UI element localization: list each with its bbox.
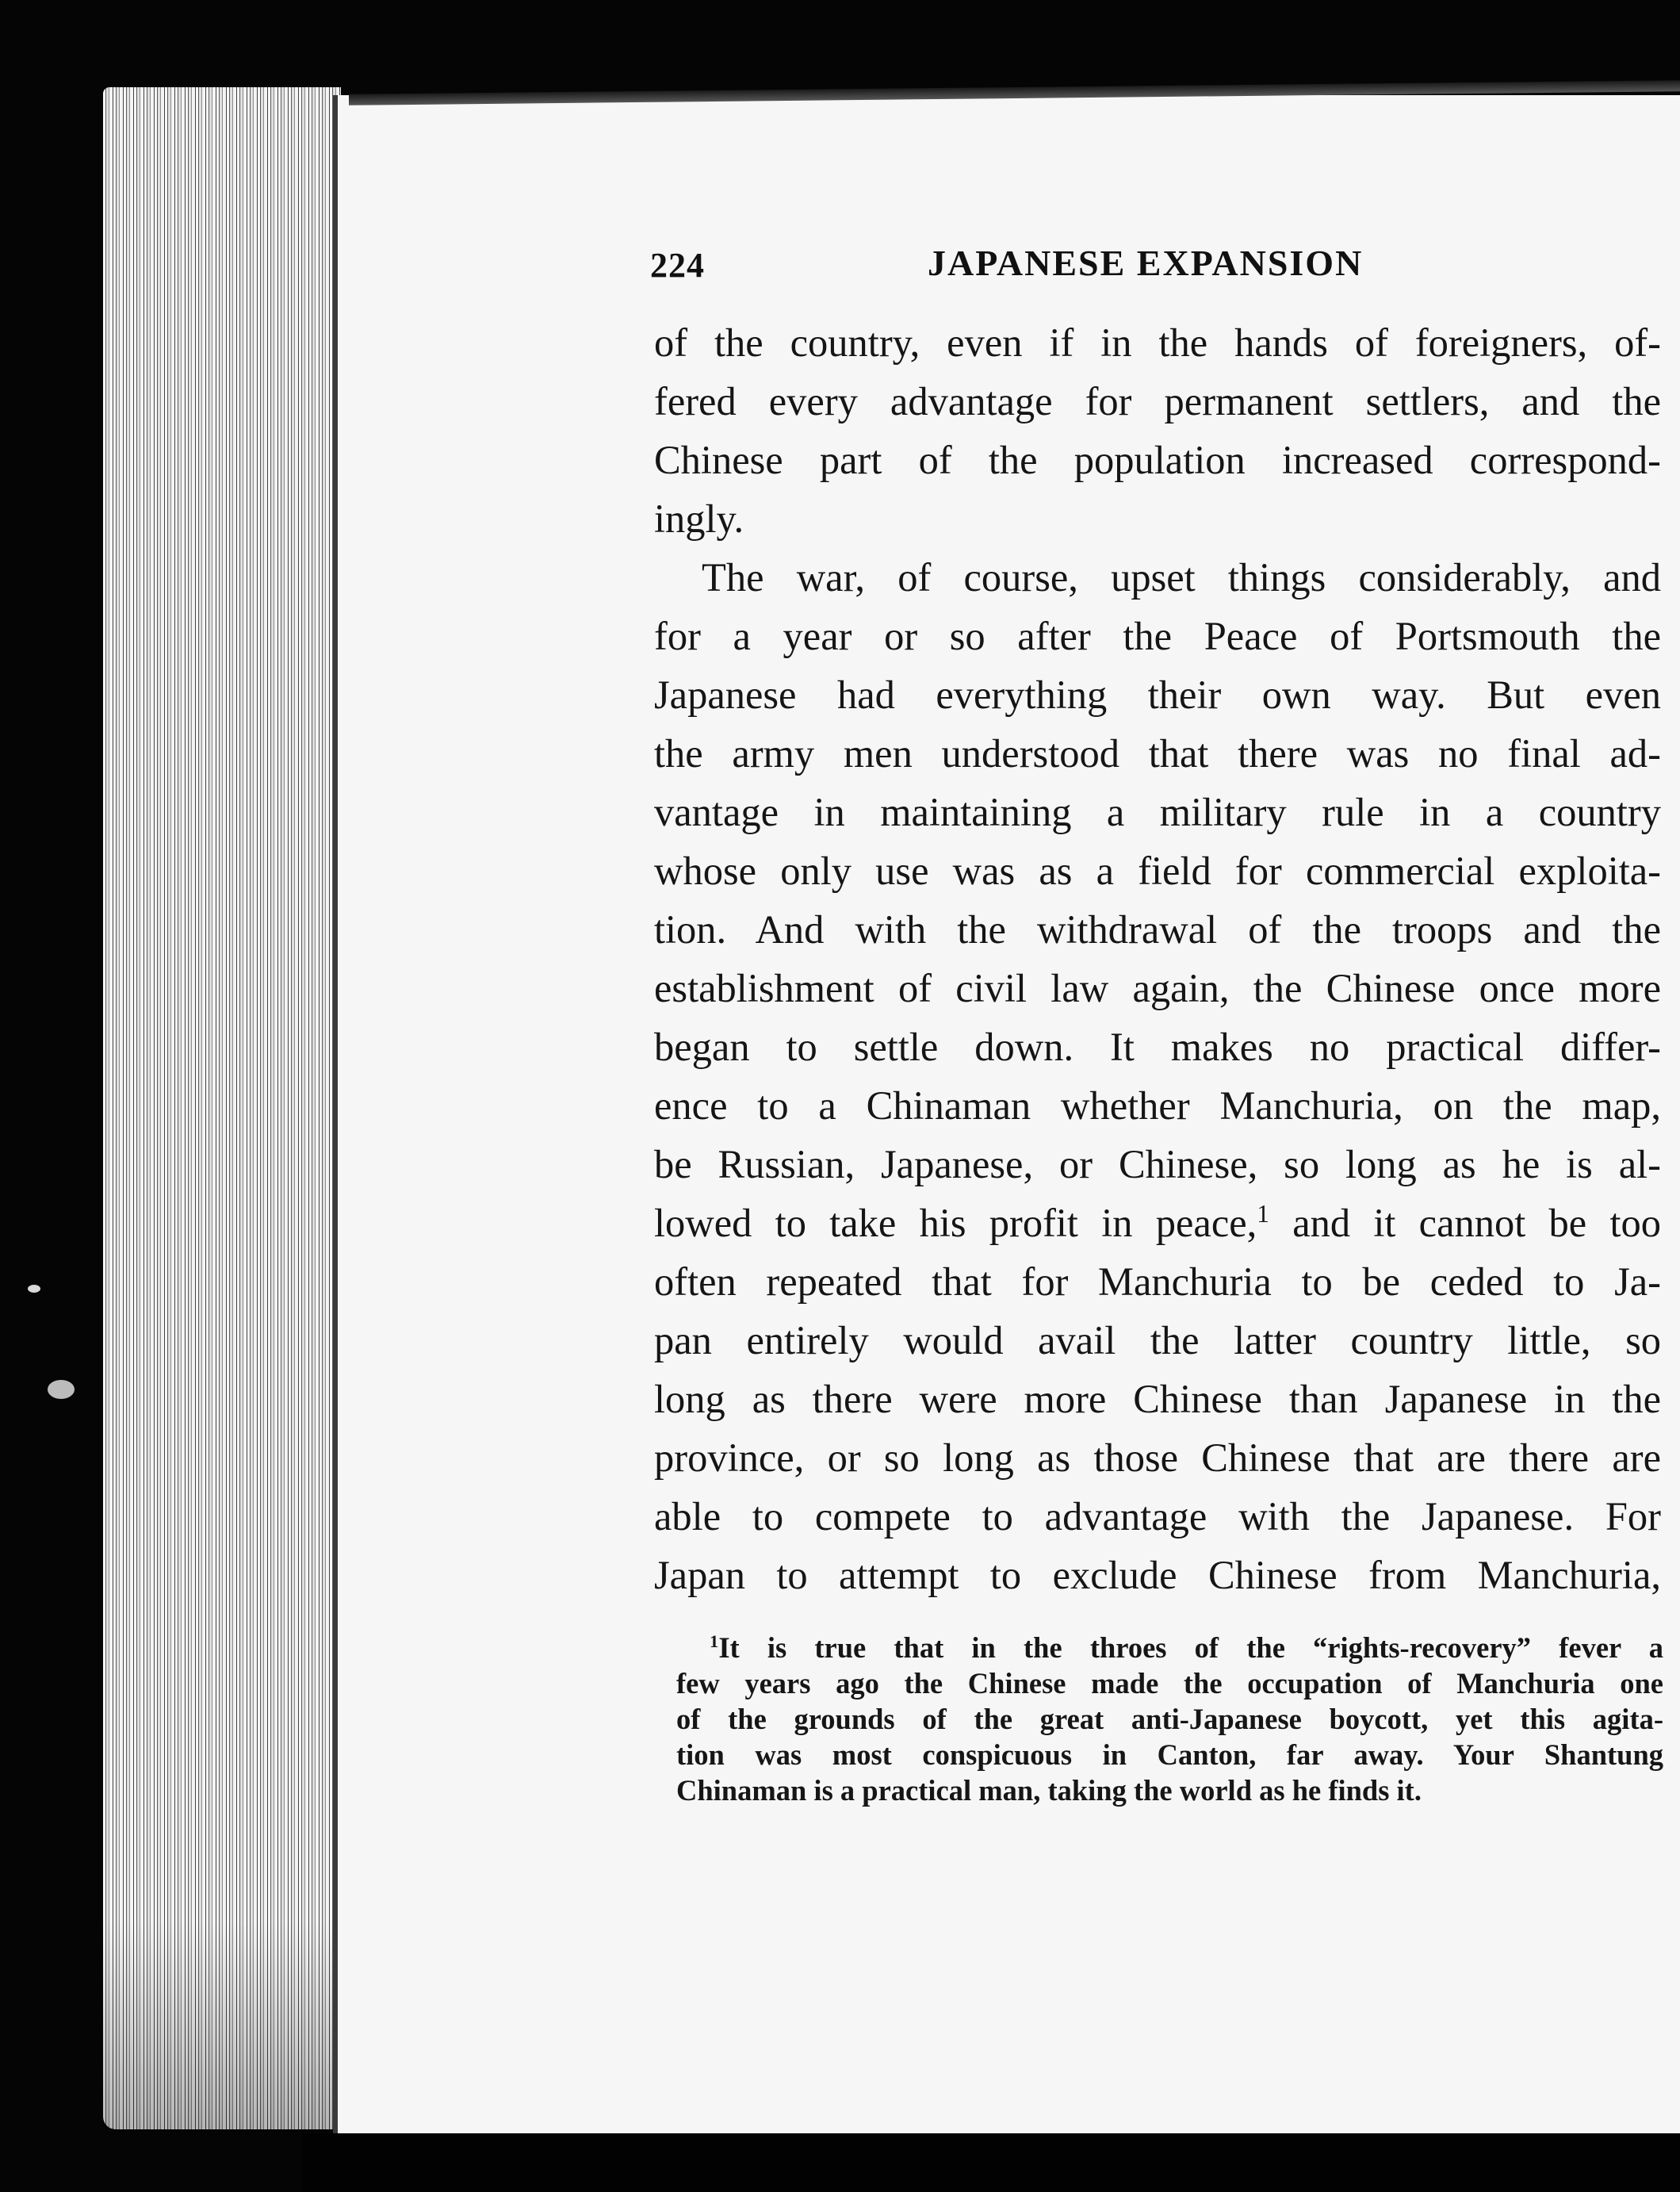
text-line: of the country, even if in the hands of foreigners, of- — [654, 320, 1661, 365]
dust-speck — [28, 1285, 40, 1293]
footnote-line: Chinaman is a practical man, taking the world as he finds it. — [676, 1774, 1422, 1807]
text-line: be Russian, Japanese, or Chinese, so long as he is al- — [654, 1142, 1661, 1186]
text-line: whose only use was as a field for commercial exploita- — [654, 849, 1661, 893]
page-bottom-shadow — [301, 2133, 1680, 2192]
text-segment: lowed to take his profit in peace, — [654, 1201, 1257, 1245]
footnote — [676, 1630, 1663, 1808]
text-line: the army men understood that there was no final ad- — [654, 731, 1661, 776]
text-line: ence to a Chinaman whether Manchuria, on the map, — [654, 1083, 1661, 1128]
text-line: for a year or so after the Peace of Portsmouth the — [654, 614, 1661, 658]
footnote-marker: 1 — [710, 1631, 719, 1651]
text-line: province, or so long as those Chinese that are there are — [654, 1435, 1661, 1480]
paragraph-first-line: The war, of course, upset things considerably, and — [702, 555, 1661, 600]
footnote-line: few years ago the Chinese made the occupation of Manchuria one — [676, 1667, 1663, 1700]
text-segment: and it cannot be too — [1269, 1201, 1661, 1245]
text-line: often repeated that for Manchuria to be ceded to Ja- — [654, 1259, 1661, 1304]
footnote-line: tion was most conspicuous in Canton, far away. Your Shantung — [676, 1738, 1663, 1771]
running-title: JAPANESE EXPANSION — [928, 243, 1364, 283]
text-line: Chinese part of the population increased correspond- — [654, 438, 1661, 482]
text-line: Japan to attempt to exclude Chinese from Manchuria, — [654, 1553, 1661, 1597]
text-line: vantage in maintaining a military rule in a country — [654, 790, 1661, 834]
text-line: ingly. — [654, 496, 744, 541]
text-line: able to compete to advantage with the Japanese. For — [654, 1494, 1661, 1539]
text-line: tion. And with the withdrawal of the troops and the — [654, 907, 1661, 952]
page-number: 224 — [650, 246, 705, 285]
text-line: Japanese had everything their own way. But even — [654, 673, 1661, 717]
footnote-text: It is true that in the throes of the “rights-recovery” fever a — [718, 1631, 1663, 1664]
footnote-line — [676, 1630, 1663, 1665]
text-line: began to settle down. It makes no practical differ- — [654, 1025, 1661, 1069]
body-text — [654, 313, 1661, 1604]
page-edges — [103, 87, 341, 2129]
text-line: establishment of civil law again, the Chinese once more — [654, 966, 1661, 1010]
dust-speck — [48, 1380, 75, 1399]
text-line: long as there were more Chinese than Japanese in the — [654, 1377, 1661, 1421]
footnote-reference: 1 — [1257, 1200, 1269, 1228]
text-line-with-footnote-ref — [654, 1194, 1661, 1252]
text-line: pan entirely would avail the latter country little, so — [654, 1318, 1661, 1362]
footnote-line: of the grounds of the great anti-Japanese boycott, yet this agita- — [676, 1703, 1663, 1735]
running-head — [650, 242, 1522, 297]
text-line: fered every advantage for permanent settlers, and the — [654, 379, 1661, 423]
